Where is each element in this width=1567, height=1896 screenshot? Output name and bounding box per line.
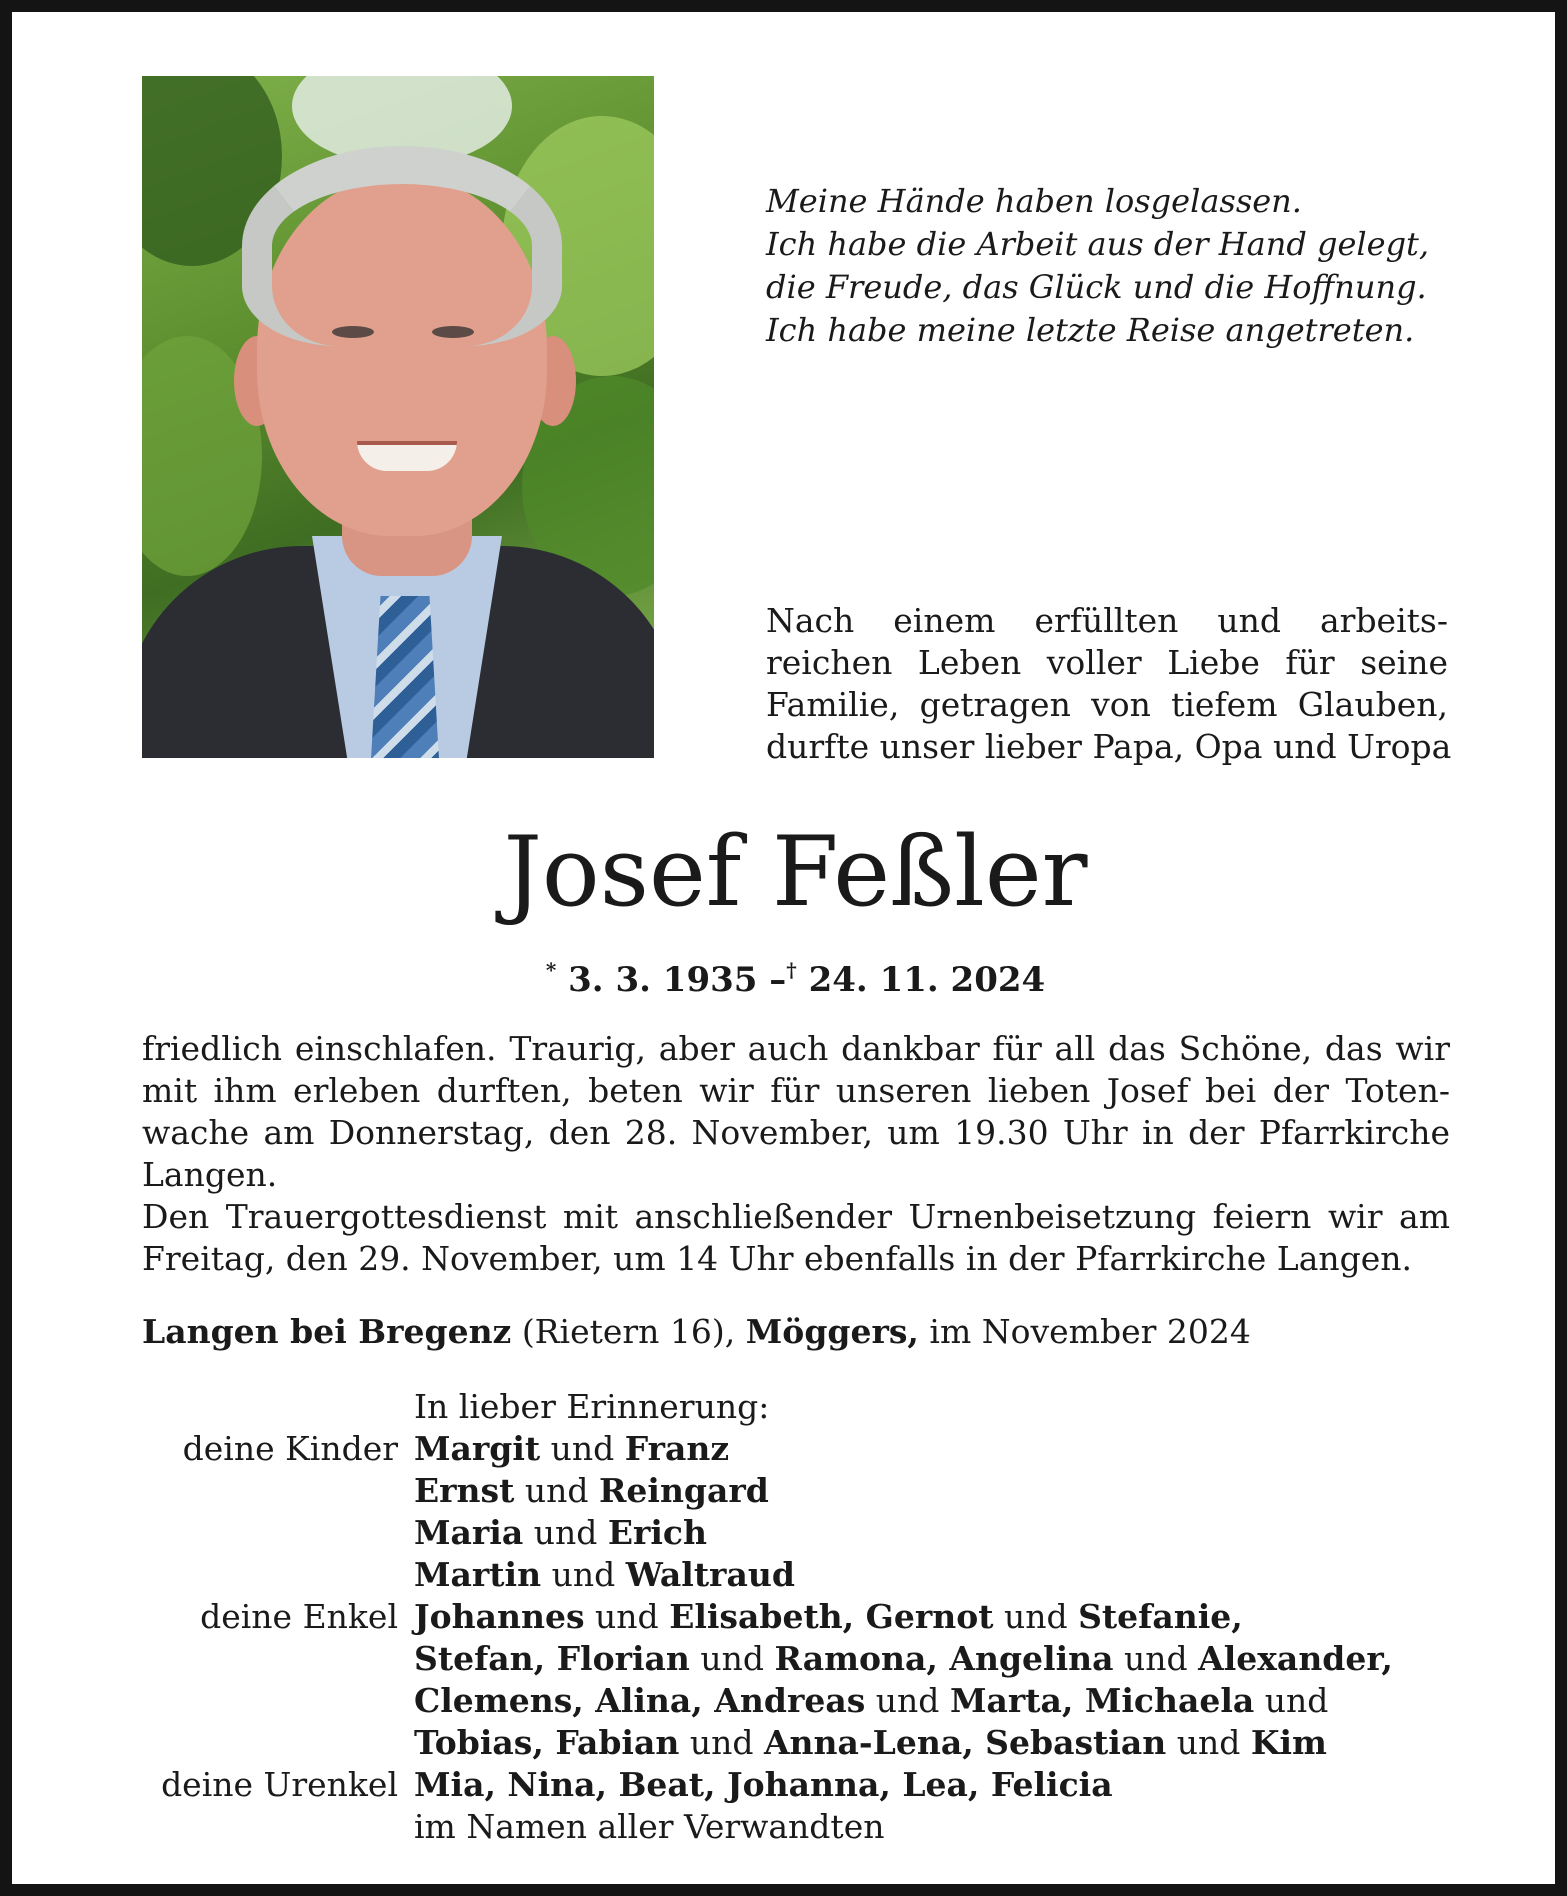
date-separator: – (769, 960, 787, 1000)
relative-name: Franz (624, 1429, 730, 1468)
relative-name: Erich (607, 1513, 708, 1552)
grandchildren-row (142, 1596, 1450, 1638)
children-names (414, 1512, 1450, 1554)
service-details (142, 1028, 1450, 1280)
relative-name: Elisabeth, Gernot (669, 1597, 994, 1636)
children-row (142, 1554, 1450, 1596)
remembrance-footer-row (142, 1806, 1450, 1848)
intro-line: Familie, getragen von tiefem Glauben, (766, 685, 1448, 724)
children-row (142, 1470, 1450, 1512)
great-grandchildren-row (142, 1764, 1450, 1806)
group-label (142, 1638, 414, 1680)
children-names (414, 1554, 1450, 1596)
place-date: im November 2024 (929, 1312, 1251, 1351)
relative-name: Tobias, Fabian (414, 1723, 680, 1762)
body-line: Langen. (142, 1155, 278, 1194)
connector-text: und (865, 1681, 950, 1720)
poem-line: Ich habe meine letzte Reise angetreten. (766, 311, 1415, 349)
relative-name: Margit (414, 1429, 541, 1468)
intro-line: Nach einem erfüllten und arbeits- (766, 601, 1448, 640)
children-row (142, 1428, 1450, 1470)
photo-eye (432, 326, 474, 338)
birth-mark: * (545, 958, 557, 982)
body-line: friedlich einschlafen. Traurig, aber auch dankbar für all das Schöne, das wir (142, 1029, 1450, 1068)
relative-name: Alexander, (1198, 1639, 1393, 1678)
relative-name: Anna-Lena, Sebastian (763, 1723, 1167, 1762)
poem-line: Meine Hände haben losgelassen. (766, 182, 1302, 220)
group-label (142, 1554, 414, 1596)
connector-text: und (523, 1513, 608, 1552)
photo-tie (370, 596, 440, 758)
connector-text: und (1254, 1681, 1329, 1720)
relative-name: Marta, Michaela (949, 1681, 1255, 1720)
place-town: Langen bei Bregenz (142, 1312, 512, 1351)
relative-name: Stefanie, (1078, 1597, 1243, 1636)
relative-name: Kim (1250, 1723, 1327, 1762)
photo-smile (357, 441, 457, 471)
remembrance-footer: im Namen aller Verwandten (414, 1807, 885, 1846)
group-label (142, 1806, 414, 1848)
remembrance-heading: In lieber Erinnerung: (414, 1387, 770, 1426)
group-label: deine Enkel (200, 1597, 398, 1636)
remembrance-heading-row (142, 1386, 1450, 1428)
portrait-photo (142, 76, 654, 758)
group-label: deine Urenkel (161, 1765, 398, 1804)
connector-text: und (689, 1639, 775, 1678)
place-town: Möggers, (745, 1312, 919, 1351)
relative-name: Waltraud (625, 1555, 795, 1594)
connector-text: und (993, 1597, 1079, 1636)
grandchildren-names (414, 1680, 1450, 1722)
photo-hair (242, 146, 562, 346)
relative-name: Maria (414, 1513, 524, 1552)
relative-name: Johannes (414, 1597, 585, 1636)
relative-name: Martin (414, 1555, 542, 1594)
group-label (142, 1680, 414, 1722)
death-date: 24. 11. 2024 (808, 960, 1046, 1000)
children-row (142, 1512, 1450, 1554)
poem-line: die Freude, das Glück und die Hoffnung. (766, 268, 1427, 306)
children-names (414, 1428, 1450, 1470)
intro-line: reichen Leben voller Liebe für seine (766, 643, 1448, 682)
grandchildren-row (142, 1638, 1450, 1680)
body-line: Den Trauergottesdienst mit anschließender Urnenbeisetzung feiern wir am (142, 1197, 1450, 1236)
relative-name: Stefan, Florian (414, 1639, 690, 1678)
connector-text: und (1113, 1639, 1199, 1678)
group-label (142, 1470, 414, 1512)
group-label (142, 1722, 414, 1764)
intro-line: durfte unser lieber Papa, Opa und Uropa (766, 727, 1452, 766)
grandchildren-names (414, 1596, 1450, 1638)
deceased-name: Josef Feßler (503, 816, 1088, 928)
poem (766, 180, 1486, 352)
life-dates (12, 945, 1567, 1005)
place-and-date (142, 1311, 1450, 1353)
birth-date: 3. 3. 1935 (568, 960, 758, 1000)
body-line: Freitag, den 29. November, um 14 Uhr ebenfalls in der Pfarrkirche Langen. (142, 1239, 1413, 1278)
connector-text: und (540, 1429, 625, 1468)
great-grandchildren-names (414, 1764, 1450, 1806)
intro-paragraph (766, 600, 1452, 768)
children-names (414, 1470, 1450, 1512)
body-line: wache am Donnerstag, den 28. November, um 19.30 Uhr in der Pfarrkirche (142, 1113, 1450, 1152)
connector-text: und (514, 1471, 599, 1510)
remembrance-list (142, 1386, 1450, 1848)
grandchildren-names (414, 1638, 1450, 1680)
connector-text: und (541, 1555, 626, 1594)
body-line: mit ihm erleben durften, beten wir für unseren lieben Josef bei der Toten- (142, 1071, 1450, 1110)
connector-text: und (1166, 1723, 1251, 1762)
relative-name: Clemens, Alina, Andreas (414, 1681, 866, 1720)
grandchildren-row (142, 1722, 1450, 1764)
connector-text: und (584, 1597, 670, 1636)
grandchildren-row (142, 1680, 1450, 1722)
grandchildren-names (414, 1722, 1450, 1764)
relative-name: Mia, Nina, Beat, Johanna, Lea, Felicia (414, 1765, 1113, 1804)
place-address: (Rietern 16), (521, 1312, 736, 1351)
relative-name: Ernst (414, 1471, 515, 1510)
group-label (142, 1512, 414, 1554)
remembrance-groups (142, 1428, 1450, 1806)
photo-eye (332, 326, 374, 338)
relative-name: Reingard (598, 1471, 769, 1510)
connector-text: und (679, 1723, 764, 1762)
poem-line: Ich habe die Arbeit aus der Hand gelegt, (766, 225, 1430, 263)
group-label (142, 1386, 414, 1428)
death-mark: † (786, 958, 797, 982)
group-label: deine Kinder (182, 1429, 398, 1468)
relative-name: Ramona, Angelina (774, 1639, 1114, 1678)
